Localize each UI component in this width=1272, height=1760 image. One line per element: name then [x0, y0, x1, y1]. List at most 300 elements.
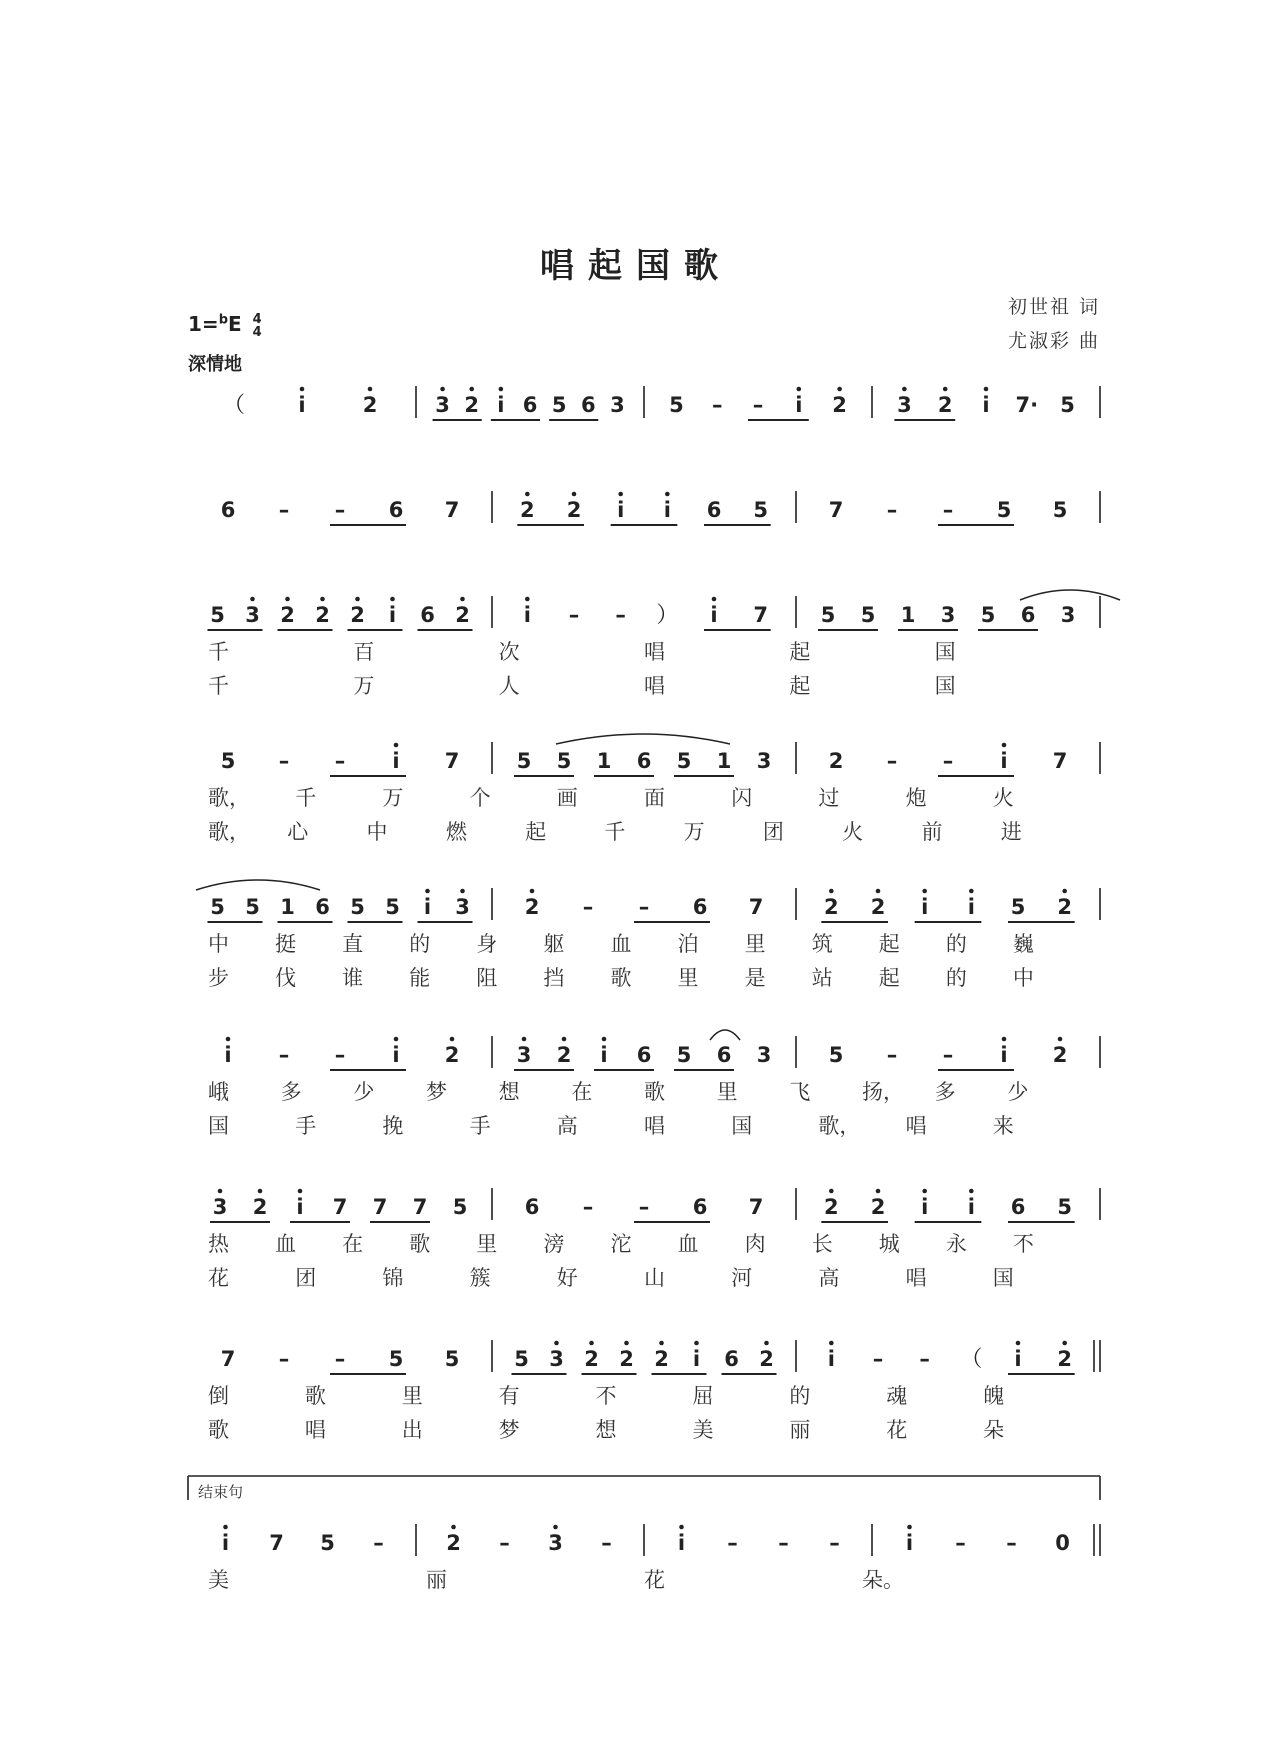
note: i	[677, 1531, 686, 1555]
note: 3	[212, 1195, 228, 1219]
note: 6	[580, 393, 596, 417]
lyric-char: 里	[677, 966, 699, 990]
note: 7	[444, 498, 460, 522]
note: 5	[1057, 1195, 1072, 1219]
lyric-char: 肉	[744, 1232, 766, 1256]
lyric-char: 国	[934, 674, 956, 698]
lyric-char: 飞	[789, 1080, 811, 1104]
note: i	[967, 1195, 975, 1219]
note: 7	[220, 1347, 236, 1371]
note: 6	[1010, 1195, 1026, 1219]
lyric-char: 筑	[811, 932, 833, 956]
lyric-char: 魂	[886, 1384, 908, 1408]
lyric-char: 想	[498, 1080, 520, 1104]
octave-dot	[907, 1525, 912, 1530]
lyric-char: 不	[595, 1384, 617, 1408]
note: i	[600, 1043, 608, 1067]
note: 2	[828, 749, 844, 773]
lyric-char: 中	[208, 932, 229, 956]
lyric-char: 躯	[543, 932, 565, 956]
note: i	[617, 498, 625, 522]
note: 6	[1020, 603, 1036, 627]
octave-dot	[797, 387, 802, 392]
octave-dot	[624, 1341, 629, 1346]
lyric-char: 面	[644, 786, 665, 810]
note: 6	[692, 895, 708, 919]
octave-dot	[969, 889, 974, 894]
note: –	[278, 749, 290, 773]
note: i	[388, 603, 397, 627]
note: 6	[706, 498, 722, 522]
octave-dot	[1002, 743, 1007, 748]
note: –	[711, 393, 723, 417]
note: –	[727, 1531, 738, 1555]
lyric-char: 朵。	[862, 1568, 904, 1592]
lyric-char: 人	[498, 674, 520, 698]
lyric-char: 唱	[644, 640, 665, 664]
lyric-char: 进	[1000, 820, 1022, 844]
octave-dot	[355, 597, 360, 602]
octave-dot	[943, 387, 948, 392]
lyric-char: 国	[934, 640, 956, 664]
octave-dot	[368, 387, 373, 392]
key-signature: 1=$^b$E 4 4	[188, 311, 262, 340]
lyric-char: 多	[934, 1080, 956, 1104]
octave-dot	[602, 1037, 607, 1042]
note: 7	[444, 749, 460, 773]
note: 0	[1055, 1531, 1070, 1555]
slur	[196, 880, 320, 890]
note: 6	[524, 1195, 540, 1219]
lyric-char: 起	[525, 820, 547, 844]
octave-dot	[902, 387, 907, 392]
slur	[710, 1030, 740, 1040]
octave-dot	[460, 597, 465, 602]
note: 3	[549, 1347, 564, 1371]
octave-dot	[1002, 1037, 1007, 1042]
lyric-char: 血	[275, 1232, 297, 1256]
octave-dot	[522, 1037, 527, 1042]
octave-dot	[451, 1525, 456, 1530]
note: 5	[385, 895, 400, 919]
note: –	[872, 1347, 884, 1371]
octave-dot	[665, 492, 670, 497]
lyric-char: 国	[208, 1114, 229, 1138]
lyric-char: 歌	[304, 1384, 326, 1408]
lyric-char: 歌	[644, 1080, 665, 1104]
lyric-char: 城	[878, 1232, 900, 1256]
lyric-char: 不	[1012, 1232, 1034, 1256]
octave-dot	[460, 889, 465, 894]
note: 6	[522, 393, 538, 417]
lyric-char: 美	[208, 1568, 229, 1592]
octave-dot	[969, 1189, 974, 1194]
octave-dot	[320, 597, 325, 602]
lyric-char: 中	[366, 820, 388, 844]
lyric-char: 团	[295, 1266, 317, 1290]
octave-dot	[553, 1525, 558, 1530]
lyric-char: 高	[556, 1114, 578, 1138]
lyric-char: 挽	[382, 1114, 404, 1138]
note: 7·	[1015, 393, 1039, 417]
note: 3	[455, 895, 470, 919]
note: 7	[1052, 749, 1068, 773]
note: –	[942, 498, 954, 522]
paren-mark: （	[222, 393, 246, 418]
note: i	[298, 393, 306, 417]
note: 5	[1060, 393, 1075, 417]
note: –	[638, 895, 650, 919]
lyric-char: 屈	[692, 1384, 714, 1408]
lyric-char: 永	[945, 1232, 967, 1256]
octave-dot	[394, 1037, 399, 1042]
note: 2	[362, 393, 378, 417]
note: i	[523, 603, 531, 627]
note: 3	[610, 393, 625, 417]
lyric-char: 倒	[208, 1384, 229, 1408]
lyric-char: 梦	[498, 1418, 520, 1442]
note: 7	[269, 1531, 284, 1555]
note: 7	[412, 1195, 428, 1219]
lyric-char: 山	[644, 1266, 665, 1290]
lyric-char: 血	[677, 1232, 699, 1256]
lyric-char: 次	[498, 640, 520, 664]
note: i	[392, 1043, 400, 1067]
lyric-char: 火	[842, 820, 864, 844]
note: i	[221, 1531, 230, 1555]
note: –	[334, 1347, 346, 1371]
octave-dot	[425, 889, 430, 894]
lyric-char: 起	[789, 640, 811, 664]
lyric-char: 个	[469, 786, 491, 810]
lyric-char: 唱	[644, 1114, 665, 1138]
lyric-char: 巍	[1012, 932, 1034, 956]
lyric-char: 万	[353, 674, 375, 698]
octave-dot	[712, 597, 717, 602]
note: –	[829, 1531, 840, 1555]
lyric-char: 在	[342, 1232, 364, 1256]
lyric-char: 的	[789, 1384, 811, 1408]
lyric-char: 高	[818, 1266, 840, 1290]
lyric-char: 簇	[469, 1266, 491, 1290]
lyric-char: 团	[762, 820, 784, 844]
octave-dot	[876, 889, 881, 894]
note: 3	[756, 749, 772, 773]
octave-dot	[837, 387, 842, 392]
lyric-char: 魄	[983, 1384, 1005, 1408]
note: –	[601, 1531, 612, 1555]
octave-dot	[250, 597, 255, 602]
note: 5	[388, 1347, 404, 1371]
lyric-char: 有	[498, 1384, 520, 1408]
note: 5	[996, 498, 1012, 522]
note: 7	[332, 1195, 348, 1219]
lyric-char: 的	[945, 932, 967, 956]
lyric-char: 火	[992, 786, 1014, 810]
lyric-char: 美	[692, 1418, 714, 1442]
lyric-char: 炮	[905, 786, 927, 810]
lyric-char: 燃	[445, 820, 467, 844]
note: 2	[315, 603, 330, 627]
lyric-char: 国	[992, 1266, 1014, 1290]
lyric-char: 歌	[208, 1418, 229, 1442]
octave-dot	[764, 1341, 769, 1346]
slur	[556, 734, 730, 744]
octave-dot	[390, 597, 395, 602]
note: –	[886, 749, 898, 773]
lyric-char: 的	[945, 966, 967, 990]
octave-dot	[469, 387, 474, 392]
note: 2	[280, 603, 295, 627]
note: 1	[280, 895, 295, 919]
octave-dot	[1062, 889, 1067, 894]
lyric-char: 千	[208, 640, 229, 664]
lyric-char: 唱	[304, 1418, 326, 1442]
note: 7	[828, 498, 844, 522]
note: –	[778, 1531, 789, 1555]
note: 5	[828, 1043, 844, 1067]
note: 2	[759, 1347, 774, 1371]
lyric-char: 万	[382, 786, 404, 810]
lyric-char: 在	[571, 1080, 593, 1104]
octave-dot	[554, 1341, 559, 1346]
note: –	[886, 1043, 898, 1067]
note: –	[278, 1347, 290, 1371]
paren-mark: ）	[656, 603, 679, 628]
lyric-char: 起	[878, 932, 900, 956]
octave-dot	[298, 1189, 303, 1194]
note: 2	[252, 1195, 268, 1219]
lyric-char: 梦	[426, 1080, 447, 1104]
note: i	[710, 603, 718, 627]
note: 2	[654, 1347, 669, 1371]
octave-dot	[829, 889, 834, 894]
note: 2	[937, 393, 953, 417]
note: 6	[636, 1043, 652, 1067]
note: 5	[245, 895, 260, 919]
lyric-char: 伐	[275, 966, 297, 990]
lyric-char: 起	[878, 966, 900, 990]
note: 2	[1057, 1347, 1072, 1371]
note: –	[886, 498, 898, 522]
note: 5	[980, 603, 996, 627]
note: 5	[669, 393, 684, 417]
note: 5	[820, 603, 836, 627]
lyric-char: 泊	[677, 932, 699, 956]
note: 5	[444, 1347, 460, 1371]
octave-dot	[1058, 1037, 1063, 1042]
tempo-marking: 深情地	[188, 354, 242, 375]
note: –	[919, 1347, 930, 1371]
note: –	[752, 393, 764, 417]
lyric-char: 千	[604, 820, 626, 844]
note: 2	[870, 895, 886, 919]
lyric-char: 沱	[610, 1232, 632, 1256]
lyric-char: 血	[610, 932, 632, 956]
octave-dot	[450, 1037, 455, 1042]
coda-label: 结束句	[198, 1483, 244, 1501]
octave-dot	[525, 597, 530, 602]
lyric-char: 挺	[275, 932, 297, 956]
octave-dot	[984, 387, 989, 392]
note: –	[373, 1531, 384, 1555]
note: i	[905, 1531, 914, 1555]
note: –	[942, 749, 954, 773]
note: –	[334, 749, 346, 773]
note: i	[827, 1347, 835, 1371]
note: i	[692, 1347, 701, 1371]
octave-dot	[562, 1037, 567, 1042]
note: 1	[900, 603, 916, 627]
lyric-char: 唱	[905, 1114, 927, 1138]
note: 3	[756, 1043, 772, 1067]
lyric-char: 好	[556, 1266, 578, 1290]
note: 6	[636, 749, 652, 773]
note: 2	[824, 895, 839, 919]
lyric-char: 歌	[409, 1232, 431, 1256]
note: 3	[1060, 603, 1076, 627]
note: 3	[245, 603, 260, 627]
lyric-char: 里	[476, 1232, 498, 1256]
lyric-char: 站	[811, 966, 833, 990]
note: 5	[350, 895, 365, 919]
lyric-char: 心	[287, 820, 309, 844]
lyric-char: 多	[280, 1080, 302, 1104]
octave-dot	[223, 1525, 228, 1530]
note: 2	[824, 1195, 839, 1219]
lyric-char: 少	[353, 1080, 375, 1104]
octave-dot	[589, 1341, 594, 1346]
note: 7	[748, 895, 764, 919]
note: i	[497, 393, 505, 417]
lyric-char: 里	[744, 932, 766, 956]
note: 5	[556, 749, 572, 773]
note: i	[224, 1043, 232, 1067]
note: 2	[870, 1195, 886, 1219]
note: –	[582, 1195, 594, 1219]
lyric-char: 是	[744, 966, 766, 990]
note: 7	[753, 603, 768, 627]
note: 5	[514, 1347, 529, 1371]
note: i	[663, 498, 671, 522]
lyric-char: 手	[295, 1114, 317, 1138]
lyric-char: 步	[208, 966, 229, 990]
lyric-char: 过	[818, 786, 840, 810]
lyric-char: 花	[886, 1418, 908, 1442]
note: 6	[315, 895, 330, 919]
lyricist-credit: 初世祖 词	[1007, 296, 1100, 318]
slur	[1020, 590, 1120, 600]
note: 6	[220, 498, 236, 522]
octave-dot	[922, 889, 927, 894]
note: –	[334, 498, 346, 522]
note: –	[615, 603, 626, 627]
note: 2	[584, 1347, 599, 1371]
note: 6	[388, 498, 404, 522]
note: 5	[1052, 498, 1068, 522]
octave-dot	[525, 492, 530, 497]
note: –	[942, 1043, 954, 1067]
note: 2	[350, 603, 365, 627]
lyric-char: 花	[644, 1568, 665, 1592]
lyric-char: 能	[409, 966, 431, 990]
note: –	[499, 1531, 510, 1555]
note: –	[568, 603, 580, 627]
note: 2	[520, 498, 535, 522]
note: –	[582, 895, 594, 919]
lyric-char: 阻	[476, 966, 498, 990]
octave-dot	[258, 1189, 263, 1194]
note: 2	[556, 1043, 572, 1067]
note: 5	[452, 1195, 468, 1219]
octave-dot	[829, 1341, 834, 1346]
note: 6	[716, 1043, 732, 1067]
note: 5	[1010, 895, 1026, 919]
lyric-char: 谁	[342, 966, 364, 990]
note: 6	[692, 1195, 708, 1219]
lyric-char: 手	[469, 1114, 491, 1138]
lyric-char: 国	[731, 1114, 753, 1138]
octave-dot	[300, 387, 305, 392]
note: i	[1000, 1043, 1008, 1067]
lyric-char: 锦	[382, 1266, 404, 1290]
lyric-char: 百	[353, 640, 375, 664]
lyric-char: 千	[295, 786, 317, 810]
note: –	[334, 1043, 346, 1067]
note: 2	[444, 1043, 460, 1067]
note: 2	[566, 498, 582, 522]
note: i	[967, 895, 975, 919]
note: i	[296, 1195, 304, 1219]
octave-dot	[659, 1341, 664, 1346]
note: 2	[524, 895, 540, 919]
note: 2	[455, 603, 470, 627]
note: 5	[210, 895, 225, 919]
note: 5	[210, 603, 225, 627]
note: 5	[860, 603, 876, 627]
octave-dot	[572, 492, 577, 497]
octave-dot	[499, 387, 504, 392]
lyric-char: 前	[921, 820, 943, 844]
note: 6	[724, 1347, 739, 1371]
note: i	[921, 1195, 929, 1219]
lyric-char: 朵	[983, 1418, 1005, 1442]
note: 2	[446, 1531, 461, 1555]
octave-dot	[285, 597, 290, 602]
note: 5	[551, 393, 567, 417]
note: 2	[464, 393, 480, 417]
note: 1	[596, 749, 612, 773]
lyric-char: 闪	[731, 786, 753, 810]
note: 5	[320, 1531, 335, 1555]
note: 3	[940, 603, 956, 627]
lyric-char: 直	[342, 932, 364, 956]
lyric-char: 长	[811, 1232, 833, 1256]
note: –	[955, 1531, 966, 1555]
lyric-char: 少	[1007, 1080, 1029, 1104]
lyric-char: 峨	[208, 1080, 229, 1104]
note: 6	[420, 603, 435, 627]
octave-dot	[694, 1341, 699, 1346]
time-signature: 4 4	[252, 311, 262, 340]
lyric-char: 想	[595, 1418, 617, 1442]
note: 7	[372, 1195, 388, 1219]
note: i	[795, 393, 803, 417]
lyric-char: 画	[556, 786, 578, 810]
note: 5	[516, 749, 532, 773]
octave-dot	[218, 1189, 223, 1194]
octave-dot	[440, 387, 445, 392]
